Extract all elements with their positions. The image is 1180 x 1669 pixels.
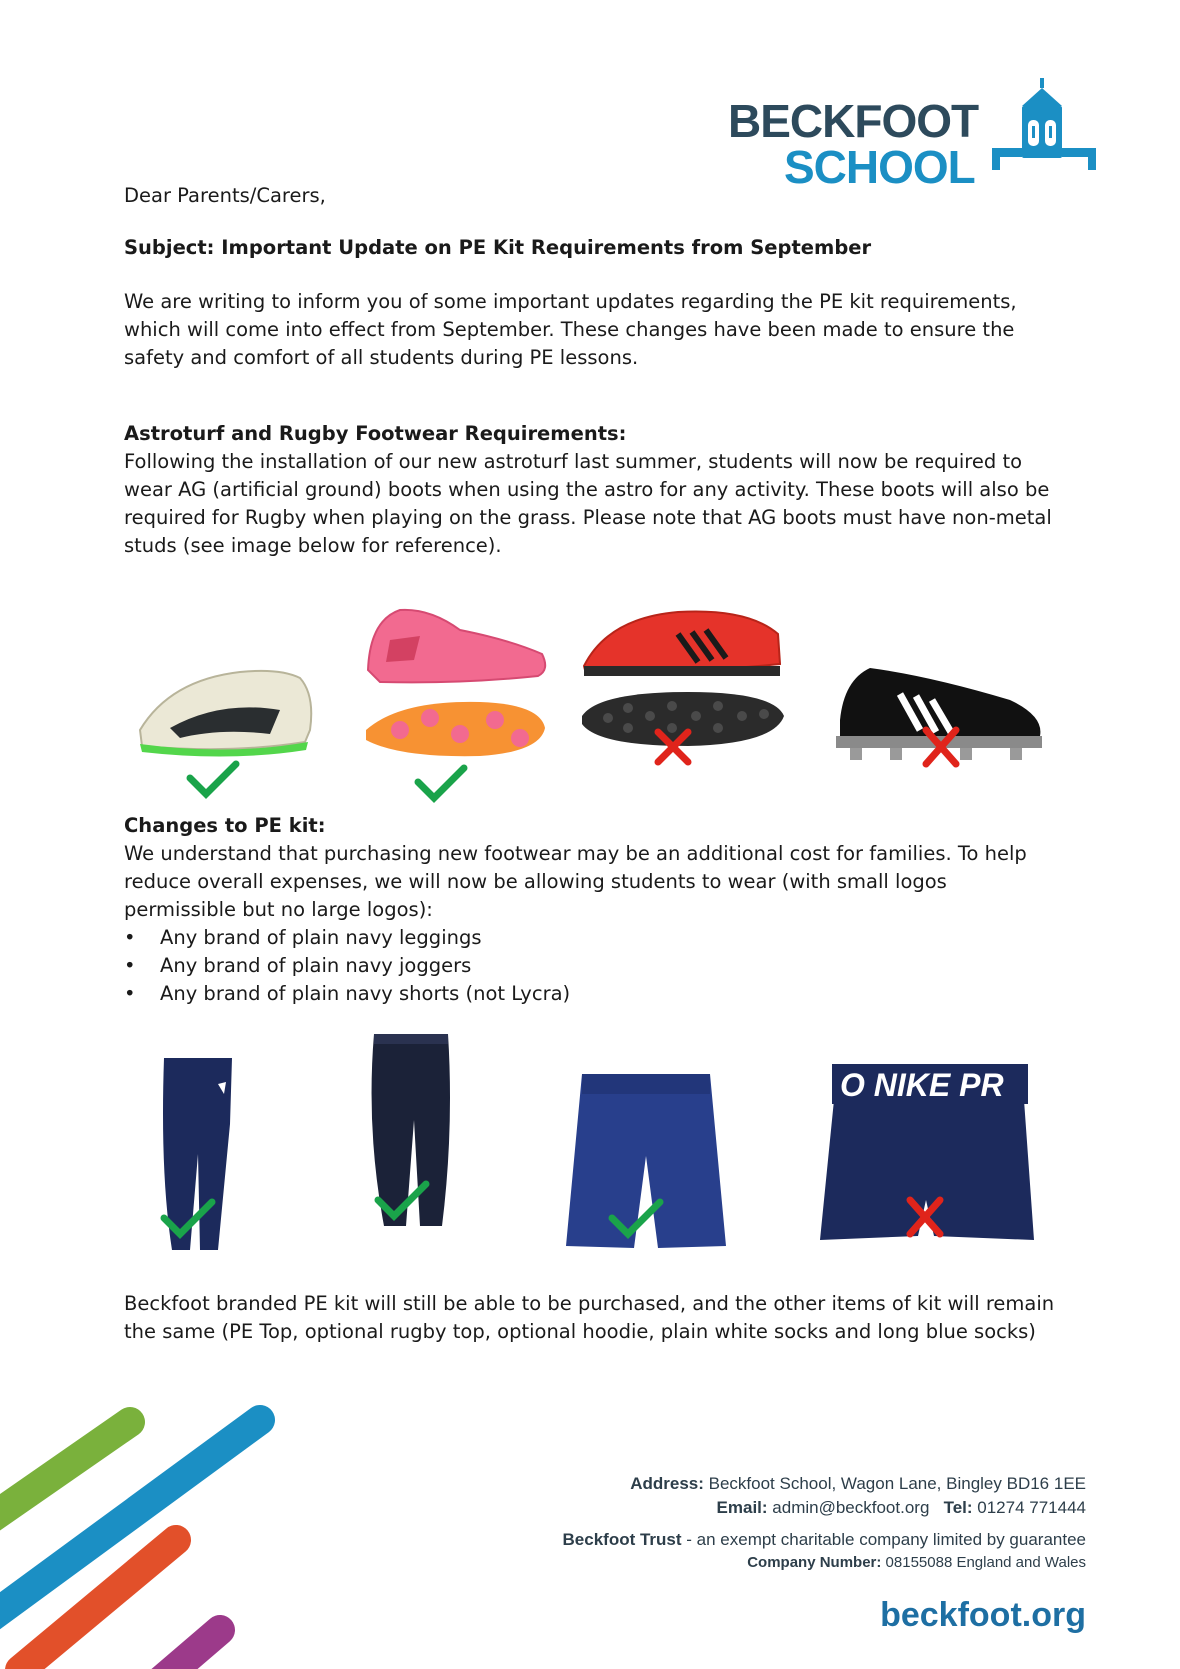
logo-line1: BECKFOOT — [728, 95, 979, 147]
kit-list-item: • Any brand of plain navy shorts (not Lycra) — [124, 980, 570, 1008]
company-value: 08155088 England and Wales — [881, 1554, 1086, 1571]
boot-image-black — [830, 660, 1050, 780]
trainer-image-red — [578, 604, 788, 784]
logo-line2: SCHOOL — [784, 141, 975, 193]
kit-list-item: • Any brand of plain navy joggers — [124, 952, 570, 980]
email-label: Email: — [716, 1498, 768, 1517]
address-value: Beckfoot School, Wagon Lane, Bingley BD16 1EE — [703, 1474, 1086, 1493]
company-label: Company Number: — [747, 1554, 882, 1571]
subject-line: Subject: Important Update on PE Kit Requirements from September — [124, 236, 872, 259]
tel-label: Tel: — [943, 1498, 973, 1517]
trust-value: - an exempt charitable company limited by guarantee — [681, 1530, 1086, 1549]
decorative-stripes — [0, 1400, 300, 1669]
school-logo — [728, 76, 1128, 193]
footwear-heading: Astroturf and Rugby Footwear Requirements: — [124, 422, 627, 445]
closing-paragraph: Beckfoot branded PE kit will still be able to be purchased, and the other items of kit will remain the same (PE Top, optional rugby top, optional hoodie, plain white socks and long blue socks) — [124, 1292, 1055, 1343]
address-label: Address: — [630, 1474, 704, 1493]
salutation: Dear Parents/Carers, — [124, 184, 326, 207]
shorts-image — [560, 1066, 730, 1256]
kit-list-item: • Any brand of plain navy leggings — [124, 924, 570, 952]
lycra-shorts-image — [814, 1050, 1044, 1250]
footwear-paragraph: Following the installation of our new astroturf last summer, students will now be required to wear AG (artificial ground) boots when using the astro for any activity. These boots will also be required for Rugby when playing on the grass. Please note that AG boots must have non-metal studs (see image below for reference). — [124, 450, 1052, 557]
leggings-image — [150, 1054, 250, 1254]
clock-tower-icon — [986, 76, 1126, 186]
trust-label: Beckfoot Trust — [562, 1530, 682, 1549]
boot-image-pink — [360, 600, 560, 810]
tel-value: 01274 771444 — [972, 1498, 1086, 1517]
joggers-image — [358, 1030, 468, 1240]
footer-contact — [630, 1472, 1086, 1520]
footer-trust — [563, 1528, 1086, 1552]
kit-heading: Changes to PE kit: — [124, 814, 326, 837]
intro-paragraph: We are writing to inform you of some important updates regarding the PE kit requirements, which will come into effect from September. These changes have been made to ensure the safety and comfort of all students during PE lessons. — [124, 290, 1017, 369]
boot-image-white — [130, 650, 330, 810]
website-link[interactable]: beckfoot.org — [880, 1596, 1086, 1634]
kit-list — [124, 924, 570, 1008]
kit-paragraph: We understand that purchasing new footwear may be an additional cost for families. To help reduce overall expenses, we will now be allowing students to wear (with small logos permissible but no large logos): — [124, 842, 1027, 921]
footer-company — [747, 1552, 1086, 1574]
email-value[interactable]: admin@beckfoot.org — [767, 1498, 930, 1517]
lycra-brand-text: O NIKE PR — [840, 1067, 1004, 1103]
